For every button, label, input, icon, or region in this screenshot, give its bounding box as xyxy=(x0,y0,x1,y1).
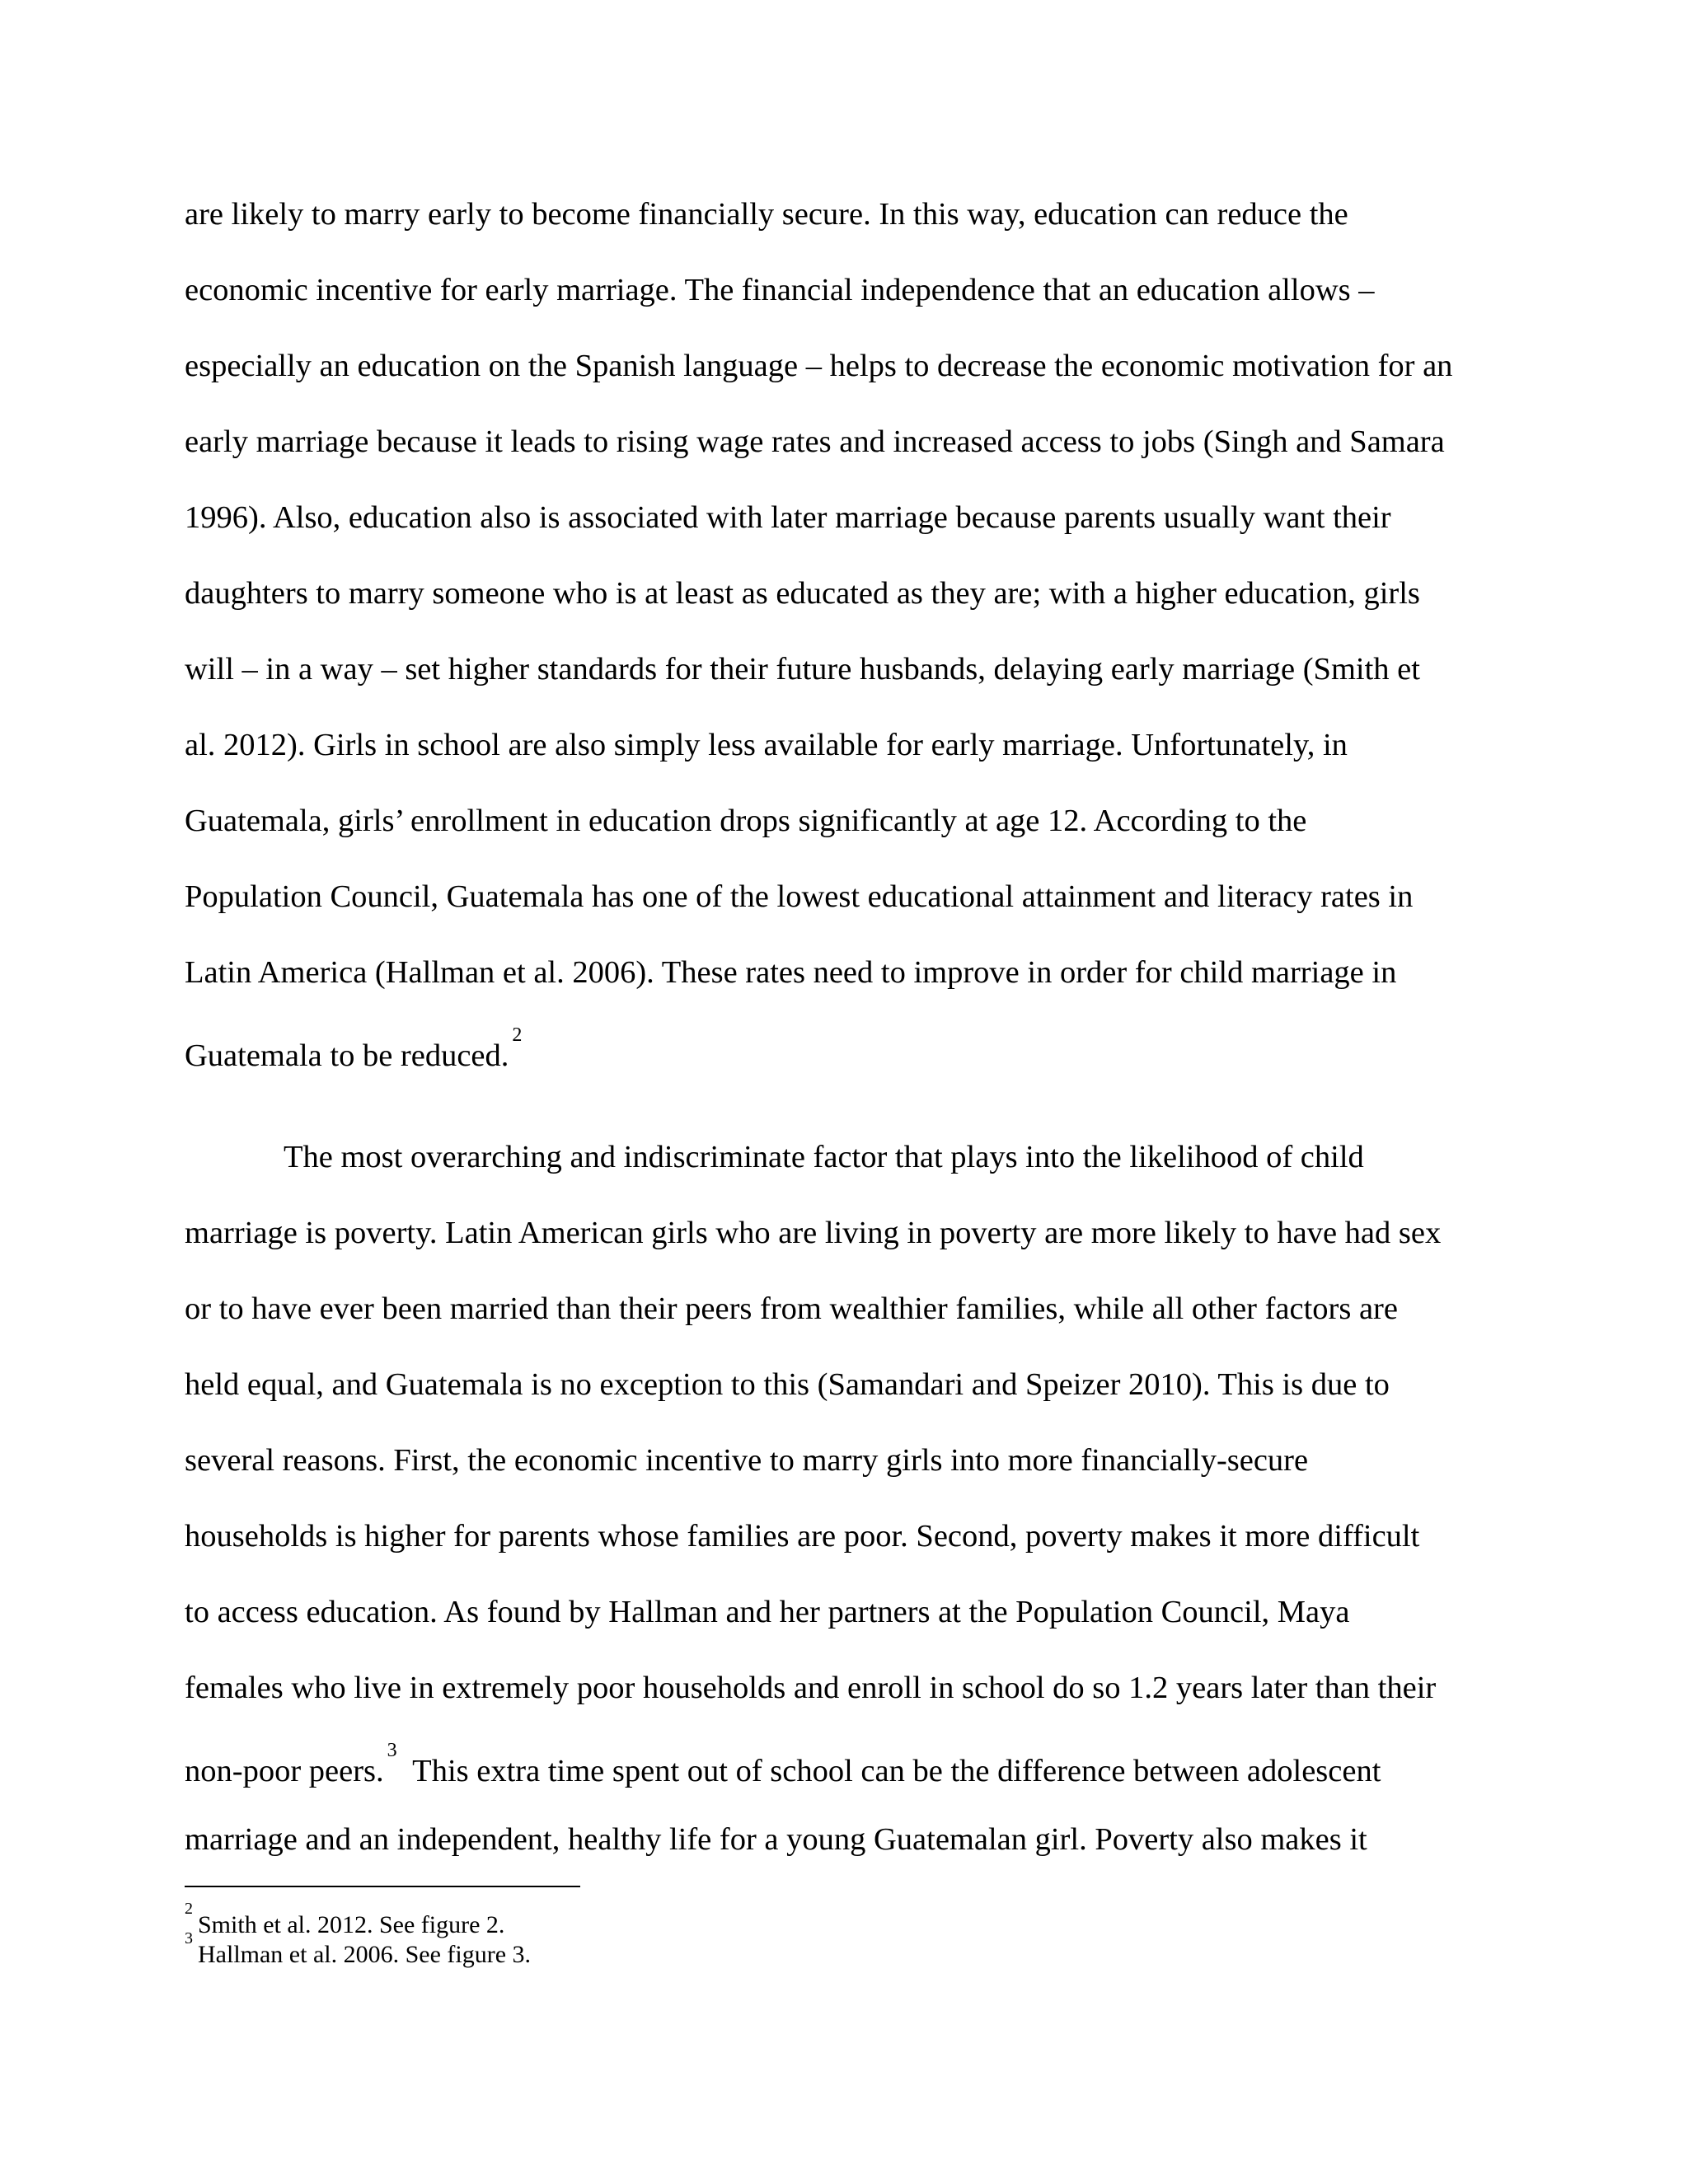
body-text-line: daughters to marry someone who is at least as educated as they are; with a higher education, girls xyxy=(185,576,1420,611)
body-text-line xyxy=(185,1024,523,1076)
body-text-line: or to have ever been married than their peers from wealthier families, while all other factors are xyxy=(185,1291,1398,1326)
body-text-line: especially an education on the Spanish language – helps to decrease the economic motivation for an xyxy=(185,349,1453,383)
footnote-number: 3 xyxy=(185,1929,193,1947)
footnote-reference[interactable]: 2 xyxy=(512,1024,523,1046)
body-text-line: Population Council, Guatemala has one of the lowest educational attainment and literacy rates in xyxy=(185,879,1414,914)
body-text-line: marriage is poverty. Latin American girls who are living in poverty are more likely to have had sex xyxy=(185,1216,1442,1250)
body-text-line: held equal, and Guatemala is no exception to this (Samandari and Speizer 2010). This is due to xyxy=(185,1367,1390,1402)
body-text-line: females who live in extremely poor households and enroll in school do so 1.2 years later than their xyxy=(185,1671,1437,1705)
body-text-fragment: This extra time spent out of school can be the difference between adolescent xyxy=(396,1753,1381,1788)
body-text-line: Latin America (Hallman et al. 2006). These rates need to improve in order for child marriage in xyxy=(185,955,1397,990)
footnote xyxy=(185,1929,532,1970)
body-text-line: are likely to marry early to become financially secure. In this way, education can reduce the xyxy=(185,197,1348,232)
body-text-line: Guatemala, girls’ enrollment in education drops significantly at age 12. According to the xyxy=(185,804,1307,838)
body-text-line: will – in a way – set higher standards for their future husbands, delaying early marriage (Smith et xyxy=(185,652,1420,687)
body-text-line xyxy=(185,1740,1381,1791)
body-text-line: early marriage because it leads to rising wage rates and increased access to jobs (Singh and Samara xyxy=(185,424,1445,459)
body-text-line: households is higher for parents whose families are poor. Second, poverty makes it more difficult xyxy=(185,1519,1420,1554)
footnote-reference[interactable]: 3 xyxy=(387,1740,397,1761)
body-text-fragment: non-poor peers. xyxy=(185,1753,384,1788)
footnote-number: 2 xyxy=(185,1900,193,1918)
body-text-fragment: Guatemala to be reduced. xyxy=(185,1038,509,1073)
body-text-line: economic incentive for early marriage. The financial independence that an education allows – xyxy=(185,273,1375,307)
body-text-line: al. 2012). Girls in school are also simply less available for early marriage. Unfortunately, in xyxy=(185,728,1348,762)
footnote-separator xyxy=(185,1886,580,1887)
body-text-line: to access education. As found by Hallman and her partners at the Population Council, Maya xyxy=(185,1595,1350,1629)
body-text-line: marriage and an independent, healthy life for a young Guatemalan girl. Poverty also makes it xyxy=(185,1822,1367,1857)
footnote-text: Hallman et al. 2006. See figure 3. xyxy=(198,1941,532,1968)
body-text-line: 1996). Also, education also is associated with later marriage because parents usually want their xyxy=(185,500,1391,535)
body-text-line: several reasons. First, the economic incentive to marry girls into more financially-secure xyxy=(185,1443,1309,1478)
footnote-text: Smith et al. 2012. See figure 2. xyxy=(198,1911,505,1938)
body-text-line: The most overarching and indiscriminate factor that plays into the likelihood of child xyxy=(284,1140,1364,1174)
